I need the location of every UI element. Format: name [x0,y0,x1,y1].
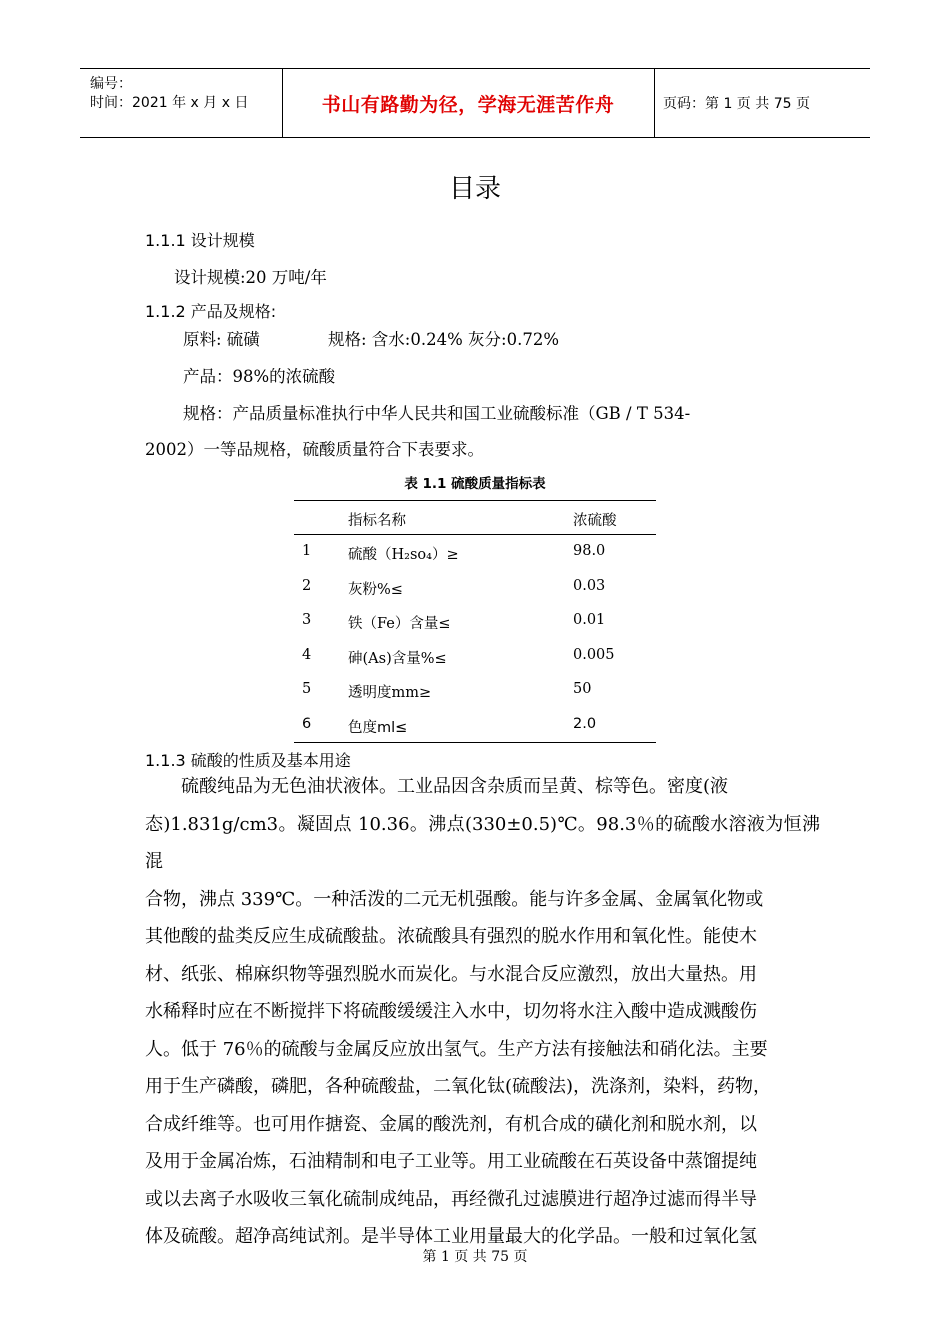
standard-line-1: 规格：产品质量标准执行中华人民共和国工业硫酸标准（GB / T 534- [183,404,691,423]
paragraph-line: 其他酸的盐类反应生成硫酸盐。浓硫酸具有强烈的脱水作用和氧化性。能使木 [145,926,757,947]
table-cell-value: 2.0 [573,715,597,732]
header-page-code: 页码：第 1 页 共 75 页 [663,96,810,112]
table-cell-value: 0.03 [573,577,606,594]
table-caption: 表 1.1 硫酸质量指标表 [404,476,546,492]
table-cell-index: 5 [302,681,312,697]
product-text: 产品：98%的浓硫酸 [183,367,336,386]
table-header-cell: 浓硫酸 [573,513,617,529]
section-heading-properties: 1.1.3 硫酸的性质及基本用途 [145,751,351,770]
table-row [294,570,656,605]
header-meta [80,69,283,137]
paragraph-line: 体及硫酸。超净高纯试剂。是半导体工业用量最大的化学品。一般和过氧化氢 [145,1226,757,1247]
table-row [294,639,656,674]
header-page-code-cell [655,69,870,137]
table-row [294,535,656,570]
header-motto-cell [282,69,655,137]
table-cell-index: 4 [302,646,312,663]
page-title: 目录 [448,174,501,204]
table-cell-value: 50 [573,681,592,697]
quality-table [294,500,656,743]
table-cell-name: 铁（Fe）含量≤ [348,616,451,632]
paragraph-line: 态)1.831g/cm3。凝固点 10.36。沸点(330±0.5)℃。98.3％的硫酸水溶液为恒沸混 [145,813,820,872]
table-cell-index: 2 [302,577,312,594]
document-time-label: 时间：2021 年 x 月 x 日 [90,95,249,111]
table-cell-name: 砷(As)含量%≤ [348,650,447,667]
page-footer: 第 1 页 共 75 页 [422,1249,528,1265]
paragraph-line: 或以去离子水吸收三氧化硫制成纯品，再经微孔过滤膜进行超净过滤而得半导 [145,1188,757,1210]
document-number-label: 编号： [90,76,132,92]
section-heading-product: 1.1.2 产品及规格: [145,302,277,321]
scale-text: 设计规模:20 万吨/年 [174,268,327,287]
table-cell-name: 色度ml≤ [348,719,408,736]
paragraph-line: 水稀释时应在不断搅拌下将硫酸缓缓注入水中，切勿将水注入酸中造成溅酸伤 [145,1001,757,1022]
table-header-cell: 指标名称 [348,513,406,529]
table-row [294,604,656,639]
paragraph-line: 硫酸纯品为无色油状液体。工业品因含杂质而呈黄、棕等色。密度(液 [145,776,729,797]
table-cell-name: 硫酸（H₂so₄）≥ [348,547,459,563]
properties-paragraph [145,768,820,1256]
table-cell-value: 0.005 [573,646,615,663]
table-cell-index: 6 [302,715,312,732]
paragraph-line: 及用于金属冶炼，石油精制和电子工业等。用工业硫酸在石英设备中蒸馏提纯 [145,1151,757,1172]
table-cell-name: 透明度mm≥ [348,685,432,701]
paragraph-line: 人。低于 76％的硫酸与金属反应放出氢气。生产方法有接触法和硝化法。主要 [145,1038,768,1060]
table-cell-index: 3 [302,612,312,628]
page-header [80,68,870,138]
raw-material-text: 原料: 硫磺 [183,330,260,349]
paragraph-line: 材、纸张、棉麻织物等强烈脱水而炭化。与水混合反应激烈，放出大量热。用 [145,963,757,985]
table-cell-value: 0.01 [573,612,606,628]
section-heading-scale: 1.1.1 设计规模 [145,231,255,250]
paragraph-line: 合物，沸点 339℃。一种活泼的二元无机强酸。能与许多金属、金属氧化物或 [145,888,764,910]
table-cell-name: 灰粉%≤ [348,581,403,598]
paragraph-line: 合成纤维等。也可用作搪瓷、金属的酸洗剂，有机合成的磺化剂和脱水剂，以 [145,1113,757,1135]
header-motto: 书山有路勤为径，学海无涯苦作舟 [321,93,615,116]
raw-material-spec: 规格: 含水:0.24% 灰分:0.72% [328,330,559,349]
table-row [294,708,656,743]
table-row [294,673,656,708]
table-cell-value: 98.0 [573,543,606,559]
table-header-row [294,501,656,535]
table-cell-index: 1 [302,543,312,559]
standard-line-2: 2002）一等品规格，硫酸质量符合下表要求。 [145,440,484,459]
paragraph-line: 用于生产磷酸，磷肥，各种硫酸盐，二氧化钛(硫酸法)，洗涤剂，染料，药物， [145,1076,772,1097]
